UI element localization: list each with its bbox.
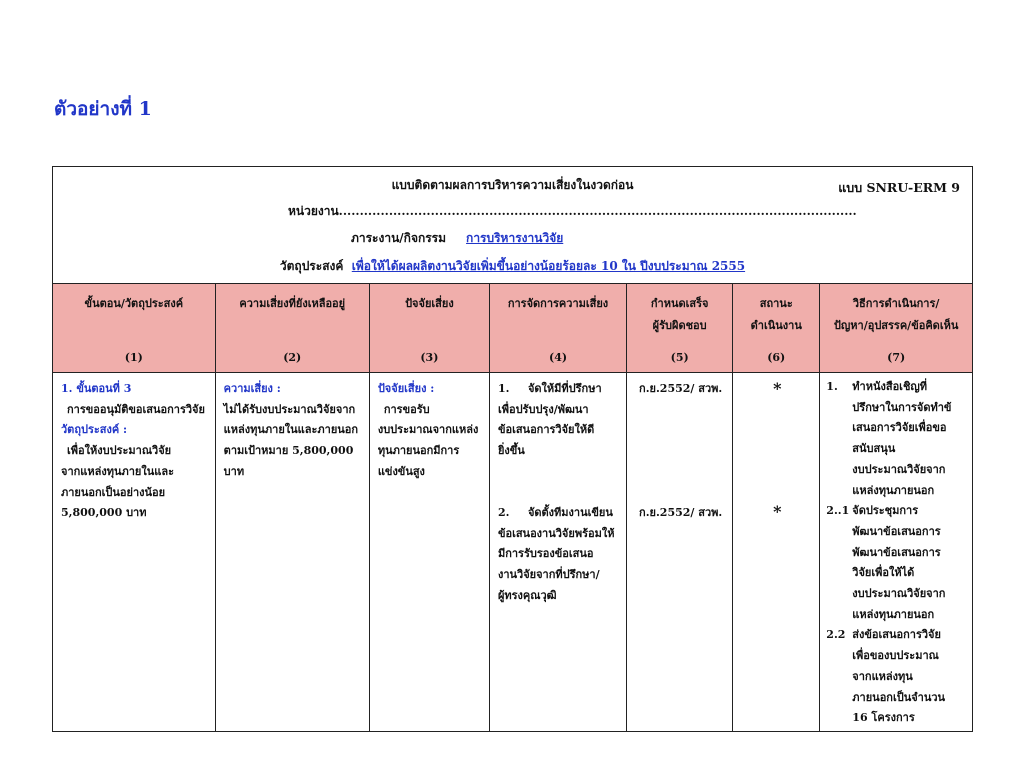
objective-field [53,257,972,276]
status-mark: * [773,379,782,398]
table-row [53,373,972,732]
column-header: ปัจจัยเสี่ยง (3) [369,284,489,373]
cell-status [733,373,820,732]
form-header [53,167,972,284]
action-item: 1. ทำหนังสือเชิญที่ ปรึกษาในการจัดทำข้ เสนอการวิจัยเพื่อขอ สนับสนุน งบประมาณวิจัยจาก แหล่งทุนภายนอก [826,380,952,497]
plan-field [53,229,972,248]
objective-label: วัตถุประสงค์ [279,259,344,273]
cell-action [820,373,972,732]
column-header: ขั้นตอน/วัตถุประสงค์ (1) [53,284,215,373]
cell-risk-factor: ปัจจัยเสี่ยง : การขอรับ งบประมาณจากแหล่ง ทุนภายนอกมีการ แข่งขันสูง [369,373,489,732]
objective-value: เพื่อให้ได้ผลผลิตงานวิจัยเพิ่มขึ้นอย่างน้อยร้อยละ 10 ใน ปีงบประมาณ 2555 [351,259,746,273]
plan-value: การบริหารงานวิจัย [466,231,564,245]
column-header: วิธีการดำเนินการ/ ปัญหา/อุปสรรค/ข้อคิดเห็น (7) [820,284,972,373]
risk-table [53,284,972,731]
plan-label: ภาระงาน/กิจกรรม [350,231,447,245]
column-header-row [53,284,972,373]
risk-followup-form [52,166,973,732]
step-label: 1. ขั้นตอนที่ 3 [61,382,132,395]
column-header: กำหนดเสร็จ ผู้รับผิดชอบ (5) [627,284,733,373]
page-title: ตัวอย่างที่ 1 [54,98,152,120]
cell-due-responsible: ก.ย.2552/ สวพ. ก.ย.2552/ สวพ. [627,373,733,732]
risk-factor-label: ปัจจัยเสี่ยง : [377,382,435,395]
cell-step: 1. ขั้นตอนที่ 3 การขออนุมัติขอเสนอการวิจัย วัตถุประสงค์ : เพื่อให้งบประมาณวิจัย จากแหล่งทุนภายในและ ภายนอกเป็นอย่างน้อย 5,800,000 บาท [53,373,215,732]
action-item: 2.2 ส่งข้อเสนอการวิจัย เพื่อของบประมาณ จากแหล่งทุน ภายนอกเป็นจำนวน 16 โครงการ [826,628,946,725]
column-header: ความเสี่ยงที่ยังเหลืออยู่ (2) [215,284,369,373]
form-name: แบบติดตามผลการบริหารความเสี่ยงในงวดก่อน [391,178,634,192]
form-code: แบบ SNRU-ERM 9 [838,180,960,195]
unit-field: หน่วยงาน............................................................................................................................ [288,204,857,218]
status-mark: * [773,501,782,521]
objective-sub-label: วัตถุประสงค์ : [61,423,128,437]
risk-label: ความเสี่ยง : [223,382,281,395]
action-item: 2..1 จัดประชุมการ พัฒนาข้อเสนอการ พัฒนาข้อเสนอการ วิจัยเพื่อให้ได้ งบประมาณวิจัยจาก แหล่งทุนภายนอก [826,504,946,621]
cell-risk-management: 1. จัดให้มีที่ปรึกษา เพื่อปรับปรุง/พัฒนา ข้อเสนอการวิจัยให้ดี ยิ่งขึ้น 2. จัดตั้งทีมงานเขียน ข้อเสนองานวิจัยพร้อมให้ มีการรับรองข้อเสนอ งานวิจัยจากที่ปรึกษา/ ผู้ทรงคุณวุฒิ [489,373,626,732]
column-header: การจัดการความเสี่ยง (4) [489,284,626,373]
column-header: สถานะ ดำเนินงาน (6) [733,284,820,373]
cell-residual-risk: ความเสี่ยง : ไม่ได้รับงบประมาณวิจัยจาก แหล่งทุนภายในและภายนอก ตามเป้าหมาย 5,800,000 บาท [215,373,369,732]
